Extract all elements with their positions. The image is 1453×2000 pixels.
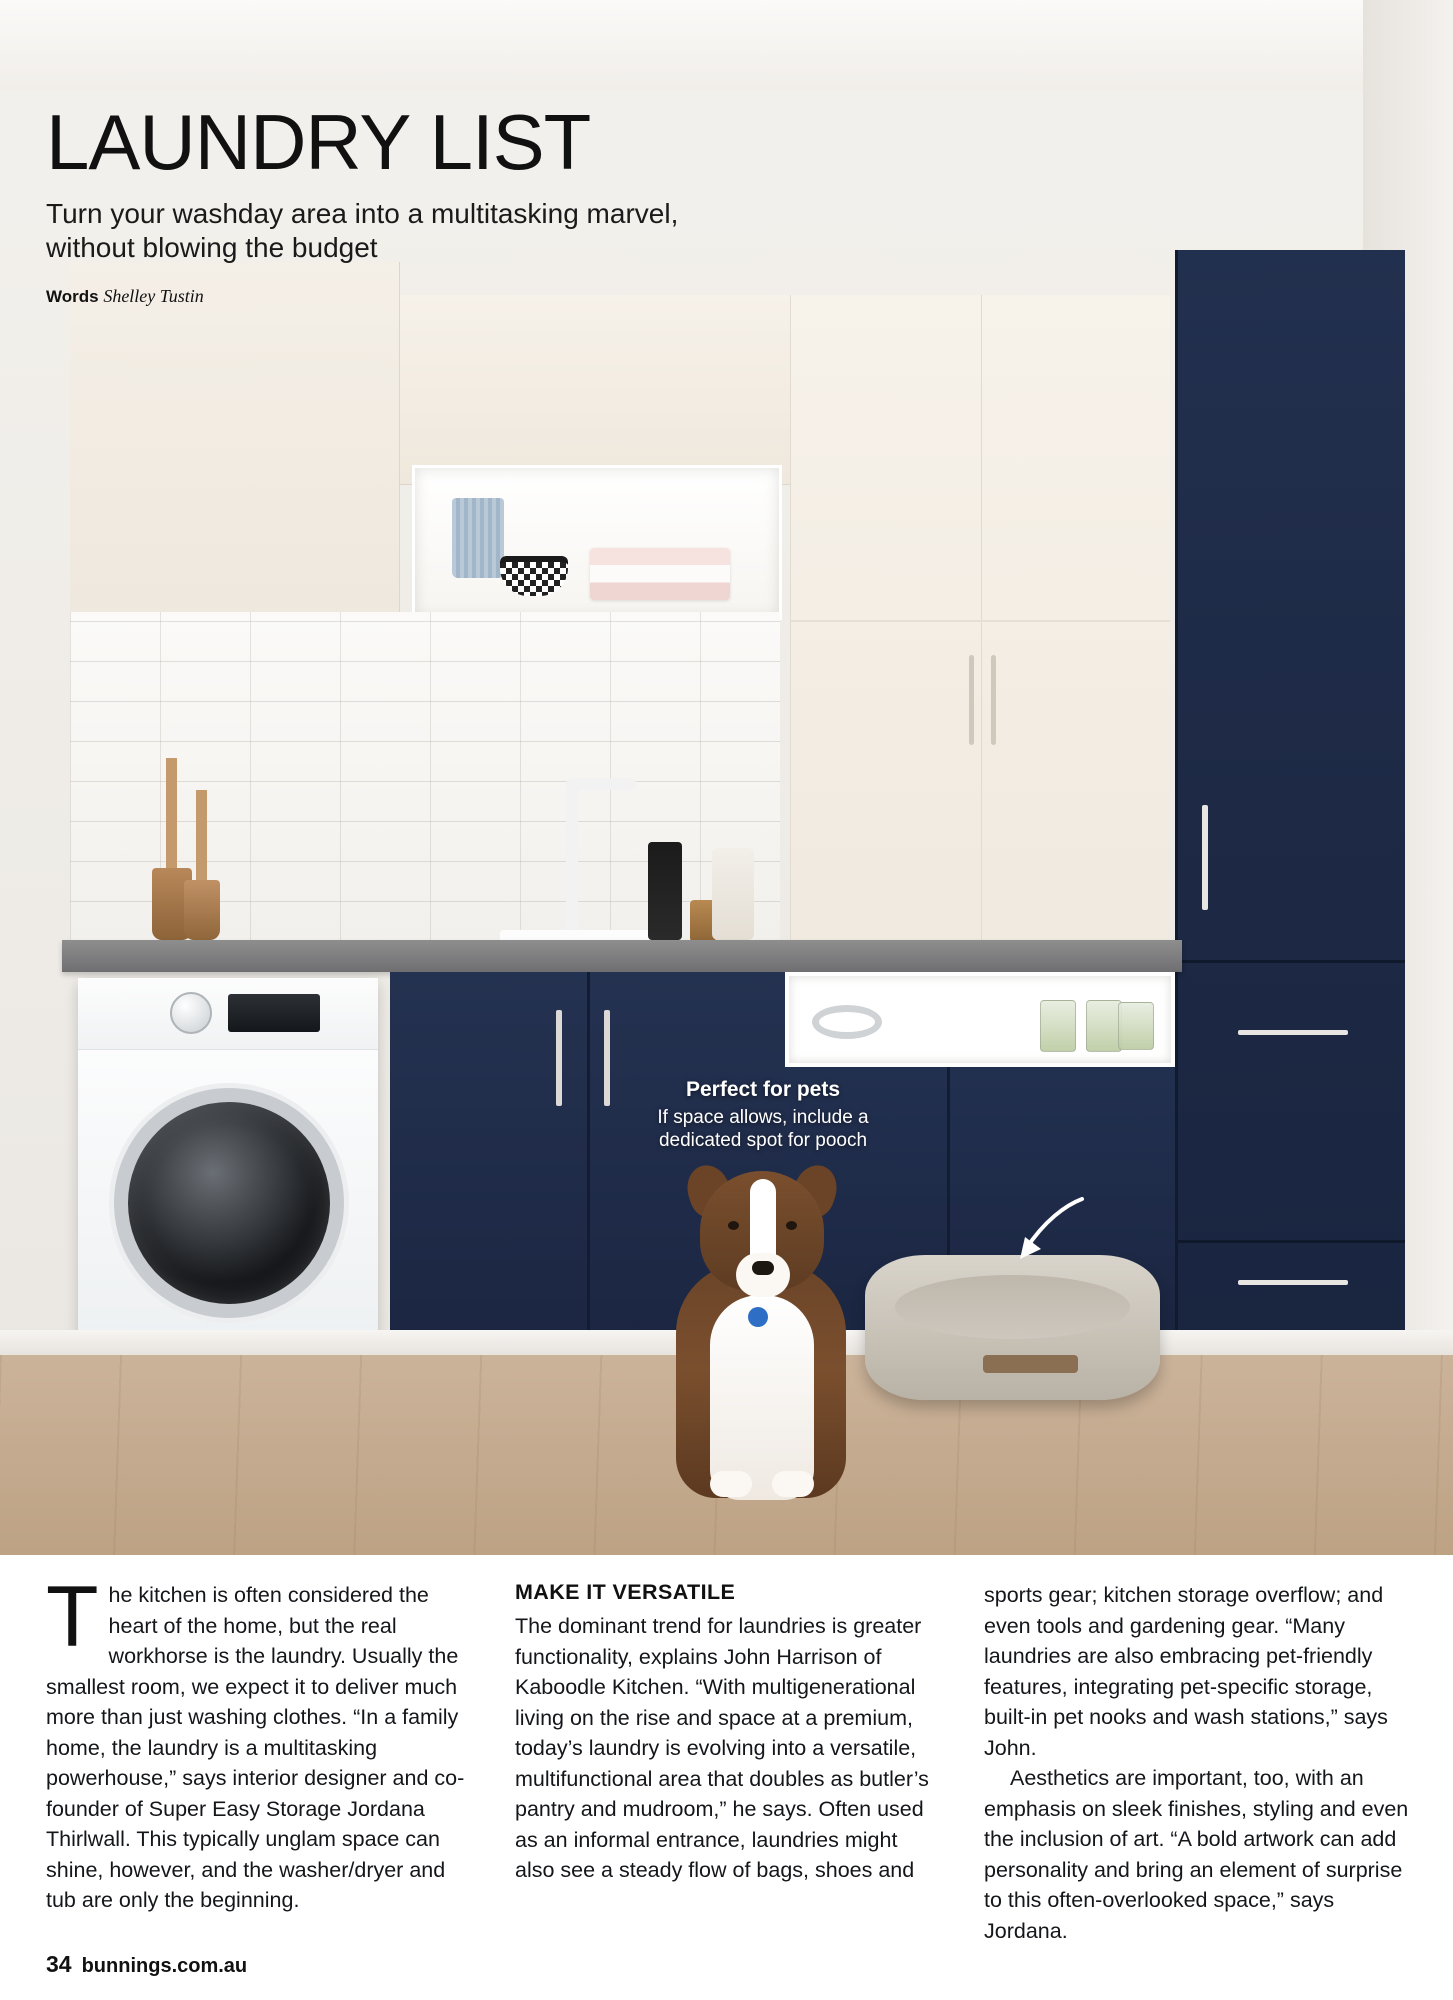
body-paragraph-text: he kitchen is often considered the heart of the home, but the real workhorse is the laundry. Usually the smallest room, we expect it to deliver much more than just washing clothes. “In a family home, the laundry is a multitasking powerhouse,” says interior designer and co-founder of Super Easy Storage Jordana Thirlwall. This typically unglam space can shine, however, and the washer/dryer and tub are only the beginning.: [46, 1583, 465, 1913]
dark-bottle: [648, 842, 682, 940]
white-bottle: [712, 848, 754, 940]
pantry-handle: [1202, 805, 1208, 910]
body-paragraph: Aesthetics are important, too, with an emphasis on sleek finishes, styling and even the inclusion of art. “A bold artwork can add personality and bring an element of surprise to this often-overlooked space,” says Jordana.: [984, 1766, 1409, 1943]
dog-collar-tag: [748, 1307, 768, 1327]
cabinet-handle: [556, 1010, 562, 1106]
body-paragraph: [46, 1569, 473, 1916]
cabinet-handle: [991, 655, 996, 745]
drawer-handle: [1238, 1030, 1348, 1035]
washer-dial: [170, 992, 212, 1034]
byline: [46, 286, 806, 307]
cabinet-handle: [969, 655, 974, 745]
upper-cabinet-middle: [400, 295, 790, 485]
candle: [166, 758, 177, 878]
page-title: LAUNDRY LIST: [46, 98, 591, 186]
benchtop: [62, 940, 1182, 972]
article-body: [46, 1569, 1411, 1946]
standfirst: Turn your washday area into a multitasking marvel, without blowing the budget: [46, 198, 679, 263]
footer-site-url: bunnings.com.au: [81, 1955, 248, 1977]
drop-cap: T: [46, 1569, 99, 1665]
ribbed-vase: [452, 498, 504, 578]
body-column-1: [46, 1569, 473, 1946]
body-paragraph: The dominant trend for laundries is greater functionality, explains John Harrison of Kaboodle Kitchen. “With multigenerational living on the rise and space at a premium, today’s laundry is evolving into a versatile, multifunctional area that doubles as butler’s pantry and mudroom,” he says. Often used as an informal entrance, laundries might also see a steady flow of bags, shoes and: [515, 1614, 929, 1883]
byline-author: Shelley Tustin: [103, 286, 204, 307]
storage-jar: [1118, 1002, 1154, 1050]
drawer-handle: [1238, 1280, 1348, 1285]
ceiling: [0, 0, 1453, 90]
dog-bed: [865, 1255, 1160, 1400]
folded-towels: [590, 548, 730, 600]
cabinet-handle: [604, 1010, 610, 1106]
page-footer: [46, 1951, 247, 1978]
coiled-hose: [812, 1005, 882, 1039]
section-subhead: MAKE IT VERSATILE: [515, 1580, 736, 1604]
byline-label: Words: [46, 287, 99, 307]
body-column-3: [984, 1580, 1411, 1946]
washer-door: [114, 1088, 344, 1318]
tap-body: [566, 780, 578, 940]
storage-jar: [1040, 1000, 1076, 1052]
callout-title: Perfect for pets: [685, 1078, 841, 1101]
body-column-2: [515, 1580, 942, 1946]
dog-border-collie: [648, 1135, 878, 1515]
upper-cabinet-left: [70, 262, 400, 614]
washer-display: [228, 994, 320, 1032]
tall-navy-pantry: [1175, 250, 1405, 1355]
photo-callout: [633, 1078, 893, 1152]
callout-arrow-icon: [1010, 1195, 1090, 1265]
callout-body: If space allows, include a dedicated spot for pooch: [657, 1107, 869, 1152]
candle-holder: [184, 880, 220, 940]
headline-block: [46, 98, 806, 307]
washing-machine: [78, 978, 378, 1378]
page-number: 34: [46, 1951, 72, 1977]
storage-jar: [1086, 1000, 1122, 1052]
body-paragraph: sports gear; kitchen storage overflow; and even tools and gardening gear. “Many laundries are also embracing pet-friendly features, integrating pet-specific storage, built-in pet nooks and wash stations,” says John.: [984, 1583, 1388, 1760]
upper-cabinet-right: [790, 295, 1170, 965]
candle: [196, 790, 207, 880]
